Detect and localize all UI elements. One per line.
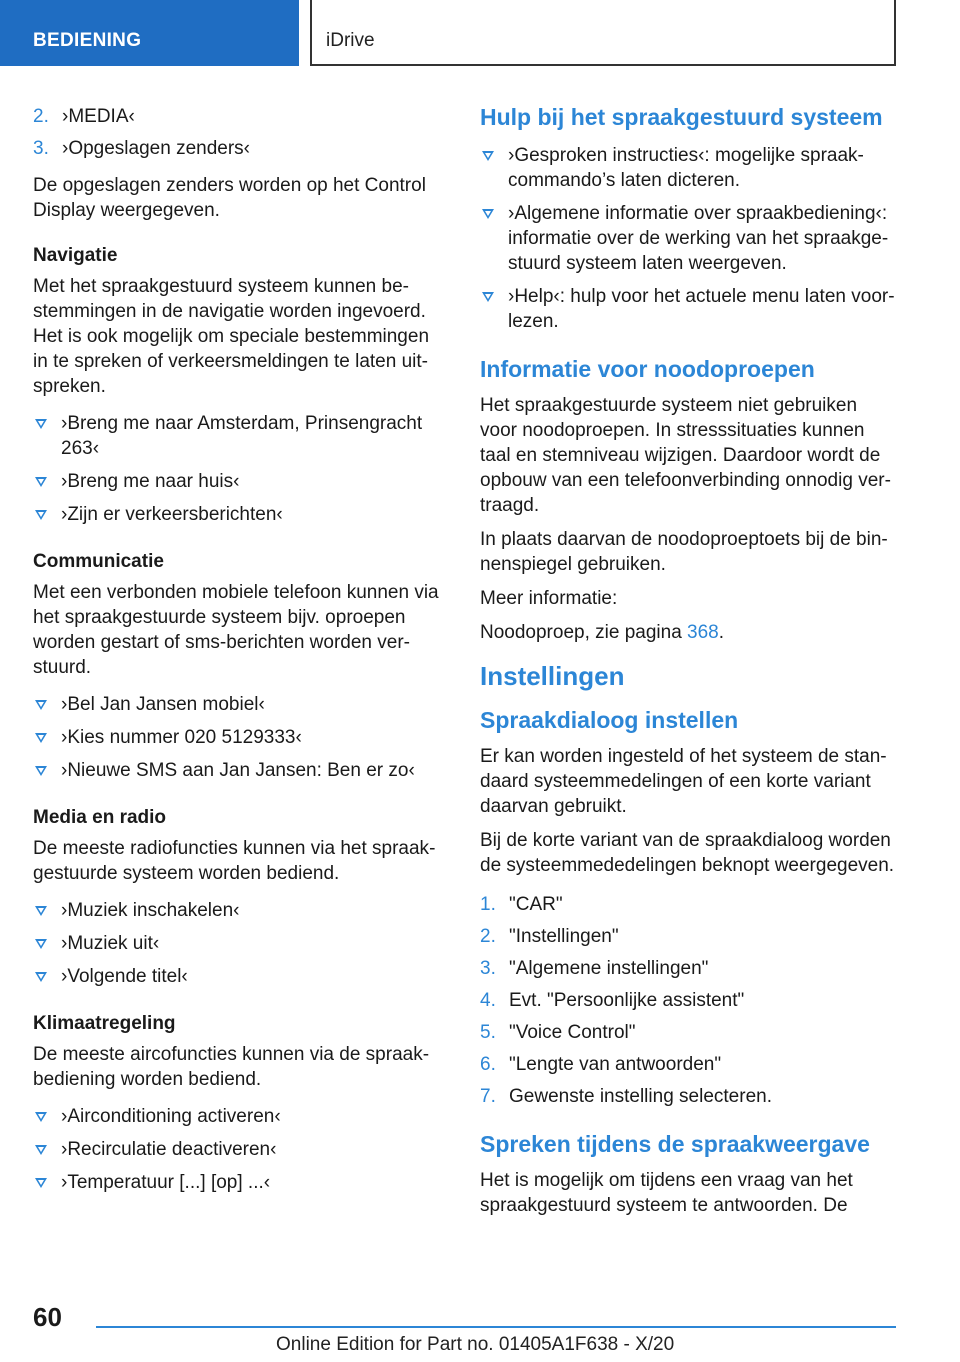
triangle-bullet-icon [482, 292, 494, 302]
paragraph: Meer informatie: [480, 588, 618, 609]
list-item: ›Bel Jan Jansen mobiel‹ [33, 692, 447, 717]
list-item: ›Algemene informatie over spraakbediening‹: informatie over de werking van het spraakgestuurd systeem laten weergeven. [480, 201, 898, 276]
list-item: 5. "Voice Control" [480, 1022, 636, 1043]
paragraph: De meeste aircofuncties kunnen via de spraakbediening worden bediend. [33, 1044, 430, 1090]
list-item: 7. Gewenste instelling selecteren. [480, 1086, 772, 1107]
list-item: ›Zijn er verkeersberichten‹ [33, 502, 447, 527]
help-commands [480, 143, 898, 334]
triangle-bullet-icon [35, 906, 47, 916]
left-column [33, 104, 447, 1203]
footer-divider [96, 1326, 896, 1328]
paragraph-reference: Noodoproep, zie pagina 368. [480, 622, 725, 643]
footer-edition: Online Edition for Part no. 01405A1F638 - X/20 [276, 1334, 675, 1355]
heading-dialog: Spraakdialoog instellen [480, 707, 739, 733]
paragraph: Het spraakgestuurde systeem niet gebruiken voor noodoproepen. In stresssituaties kunnen taal en stemniveau wijzigen. Daardoor wordt de opbouw van een telefoonverbinding onnodig vertraagd. [480, 395, 891, 516]
subheading-climate: Klimaatregeling [33, 1013, 176, 1034]
heading-speaking: Spreken tijdens de spraakweergave [480, 1131, 870, 1157]
list-item: ›Breng me naar Amsterdam, Prinsengracht 263‹ [33, 411, 447, 461]
subheading-media: Media en radio [33, 807, 167, 828]
list-item: ›Breng me naar huis‹ [33, 469, 447, 494]
list-item: 3. ›Opgeslagen zenders‹ [33, 138, 250, 159]
list-item: 2. "Instellingen" [480, 926, 619, 947]
list-item: ›Nieuwe SMS aan Jan Jansen: Ben er zo‹ [33, 758, 447, 783]
triangle-bullet-icon [35, 419, 47, 429]
list-item: ›Muziek uit‹ [33, 931, 447, 956]
climate-commands [33, 1104, 447, 1195]
page-number: 60 [33, 1302, 62, 1332]
triangle-bullet-icon [35, 766, 47, 776]
paragraph: De meeste radiofuncties kunnen via het spraakgestuurde systeem worden bediend. [33, 838, 436, 884]
triangle-bullet-icon [35, 700, 47, 710]
triangle-bullet-icon [35, 1178, 47, 1188]
page-link[interactable]: 368 [687, 622, 719, 643]
triangle-bullet-icon [35, 972, 47, 982]
paragraph: De opgeslagen zenders worden op het Control Display weergegeven. [33, 175, 426, 221]
triangle-bullet-icon [35, 510, 47, 520]
paragraph: Met het spraakgestuurd systeem kunnen bestemmingen in de navigatie worden ingevoerd. Het is ook mogelijk om speciale bestemmingen in te spreken of verkeersmeldingen te laten uitspreken. [33, 276, 430, 397]
triangle-bullet-icon [482, 151, 494, 161]
list-item: ›Gesproken instructies‹: mogelijke spraakcommando’s laten dicteren. [480, 143, 898, 193]
communication-commands [33, 692, 447, 783]
list-item: ›Kies nummer 020 5129333‹ [33, 725, 447, 750]
triangle-bullet-icon [35, 1145, 47, 1155]
chapter-title: iDrive [310, 0, 896, 66]
heading-emergency: Informatie voor noodoproepen [480, 356, 815, 382]
list-item: 2. ›MEDIA‹ [33, 106, 135, 127]
paragraph: Het is mogelijk om tijdens een vraag van het spraakgestuurd systeem te antwoorden. De [480, 1170, 853, 1216]
paragraph: Bij de korte variant van de spraakdialoog worden de systeemmededelingen beknopt weergegeven. [480, 830, 895, 876]
list-item: 6. "Lengte van antwoorden" [480, 1054, 722, 1075]
triangle-bullet-icon [35, 733, 47, 743]
list-item: ›Help‹: hulp voor het actuele menu laten voorlezen. [480, 284, 898, 334]
list-item: 3. "Algemene instellingen" [480, 958, 709, 979]
list-item: ›Muziek inschakelen‹ [33, 898, 447, 923]
media-commands [33, 898, 447, 989]
triangle-bullet-icon [35, 1112, 47, 1122]
list-item: 4. Evt. "Persoonlijke assistent" [480, 990, 745, 1011]
triangle-bullet-icon [482, 209, 494, 219]
list-item: ›Recirculatie deactiveren‹ [33, 1137, 447, 1162]
section-tab: BEDIENING [0, 0, 299, 66]
paragraph: Met een verbonden mobiele telefoon kunnen via het spraakgestuurde systeem bijv. oproepen worden gestart of sms-berichten worden verstuurd. [33, 582, 439, 678]
paragraph: Er kan worden ingesteld of het systeem de standaard systeemmedelingen of een korte variant daarvan gebruikt. [480, 746, 887, 817]
paragraph: In plaats daarvan de noodoproeptoets bij de binnenspiegel gebruiken. [480, 529, 888, 575]
list-item: ›Airconditioning activeren‹ [33, 1104, 447, 1129]
media-steps-list [33, 104, 447, 161]
triangle-bullet-icon [35, 477, 47, 487]
heading-help: Hulp bij het spraakgestuurd systeem [480, 104, 883, 130]
settings-steps-list [480, 892, 898, 1109]
list-item: 1. "CAR" [480, 894, 563, 915]
list-item: ›Temperatuur [...] [op] ...‹ [33, 1170, 447, 1195]
right-column [480, 104, 898, 1227]
list-item: ›Volgende titel‹ [33, 964, 447, 989]
triangle-bullet-icon [35, 939, 47, 949]
heading-settings: Instellingen [480, 661, 625, 691]
subheading-navigation: Navigatie [33, 245, 118, 266]
navigation-commands [33, 411, 447, 527]
subheading-communication: Communicatie [33, 551, 164, 572]
